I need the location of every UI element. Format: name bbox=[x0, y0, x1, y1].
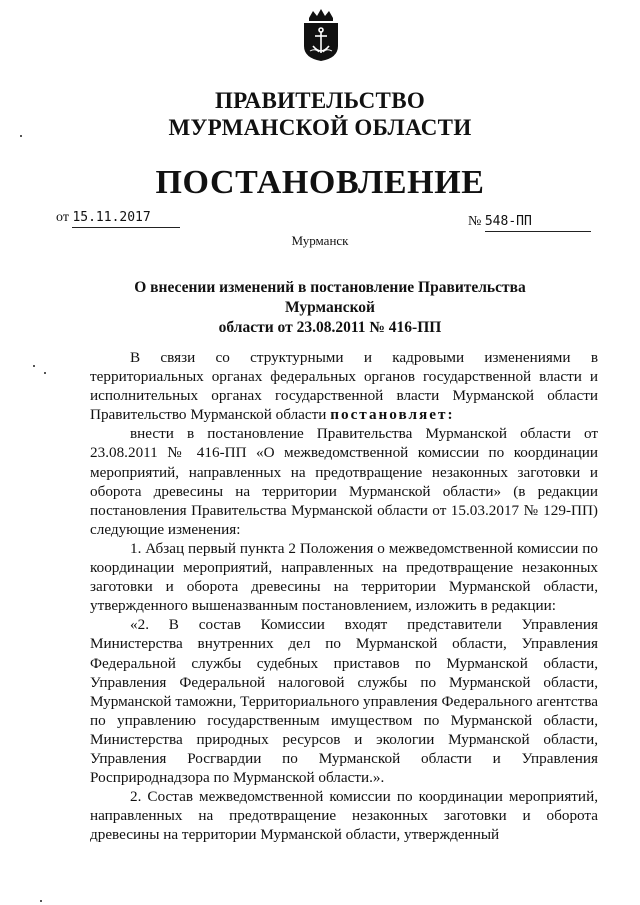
paragraph-amendment-intro: внести в постановление Правительства Мурманской области от 23.08.2011 № 416-ПП «О межведомственной комиссии по координации мероприятий, направленных на предотвращение незаконных заготовки и оборота древесины на территории Мурманской области» (в редакции постановления Правительства Мурманской области от 15.03.2017 № 129-ПП) следующие изменения: bbox=[90, 425, 598, 538]
scan-speck bbox=[20, 135, 22, 137]
paragraph-item-2: 2. Состав межведомственной комиссии по координации мероприятий, направленных на предотвращение незаконных заготовки и оборота древесины на территории Мурманской области, утвержденный bbox=[90, 788, 598, 844]
scan-speck bbox=[44, 372, 46, 374]
subject-line2: области от 23.08.2011 № 416-ПП bbox=[218, 319, 442, 336]
city-name: Мурманск bbox=[291, 233, 349, 248]
subject-line1: О внесении изменений в постановление Правительства Мурманской bbox=[134, 279, 526, 316]
number-value: 548-ПП bbox=[484, 214, 532, 229]
document-subject bbox=[100, 278, 560, 338]
document-date bbox=[56, 209, 180, 228]
preamble-text: В связи со структурными и кадровыми изменениями в территориальных органах федеральных органов государственной власти и исполнительных органах государственной власти Мурманской области Правительство Мурманской области bbox=[90, 349, 598, 424]
date-value: 15.11.2017 bbox=[72, 210, 151, 225]
scan-speck bbox=[40, 900, 42, 902]
org-name-line1: ПРАВИТЕЛЬСТВО bbox=[214, 88, 426, 113]
org-name-line2: МУРМАНСКОЙ ОБЛАСТИ bbox=[168, 115, 472, 140]
scan-speck bbox=[33, 365, 35, 367]
document-type-title: ПОСТАНОВЛЕНИЕ bbox=[155, 164, 485, 201]
date-prefix: от bbox=[56, 210, 69, 225]
paragraph-quoted-text: «2. В состав Комиссии входят представители Управления Министерства внутренних дел по Мурманской области, Управления Федеральной службы судебных приставов по Мурманской области, Управления Федеральной налоговой службы по Мурманской области, Мурманской таможни, Территориального управления Федерального агентства по управлению государственным имуществом по Мурманской области, Министерства природных ресурсов и экологии Мурманской области, Управления Росгвардии по Мурманской области и Управления Росприроднадзора по Мурманской области.». bbox=[90, 616, 598, 787]
document-body bbox=[90, 348, 598, 844]
document-number bbox=[468, 213, 591, 232]
decree-word: постановляет: bbox=[330, 406, 455, 424]
coat-of-arms-icon bbox=[301, 8, 341, 62]
number-prefix: № bbox=[468, 214, 482, 229]
paragraph-item-1: 1. Абзац первый пункта 2 Положения о межведомственной комиссии по координации мероприятий, направленных на предотвращение незаконных заготовки и оборота древесины на территории Мурманской области, утвержденного вышеназванным постановлением, изложить в редакции: bbox=[90, 539, 598, 615]
paragraph-preamble bbox=[90, 348, 598, 424]
